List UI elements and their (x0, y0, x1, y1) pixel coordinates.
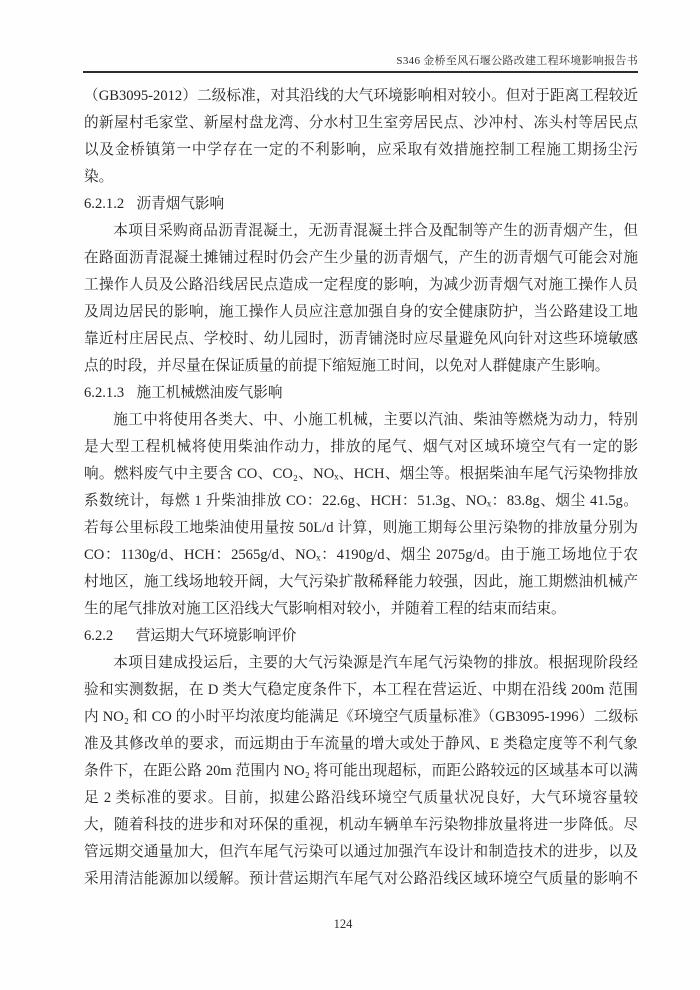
running-header-title: S346 金桥至风石堰公路改建工程环境影响报告书 (396, 55, 638, 67)
heading-number: 6.2.1.2 (84, 196, 125, 212)
text-line: 村地区，施工线场地较开阔，大气污染扩散稀释能力较强，因此，施工期燃油机械产 (84, 574, 638, 590)
text-line: 条件下，在距公路 20m 范围内 NO₂ 将可能出现超标，而距公路较远的区域基本可以满 (84, 763, 638, 779)
paragraph-asphalt-fume (84, 218, 638, 380)
text-line: 是大型工程机械将使用柴油作动力，排放的尾气、烟气对区域环境空气有一定的影 (84, 439, 638, 455)
text-line: 管远期交通量加大，但汽车尾气污染可以通过加强汽车设计和制造技术的进步，以及 (84, 844, 638, 860)
text-line: 点的时段，并尽量在保证质量的前提下缩短施工时间，以免对人群健康产生影响。 (84, 358, 610, 374)
text-line: CO：1130g/d、HCH：2565g/d、NOₓ：4190g/d、烟尘 2075g/d。由于施工场地位于农 (84, 547, 638, 563)
section-heading-6-2-1-3 (84, 380, 638, 407)
paragraph-machinery-exhaust (84, 407, 638, 623)
document-body (84, 83, 638, 893)
text-line: 内 NO₂ 和 CO 的小时平均浓度均能满足《环境空气质量标准》（GB3095-1996）二级标 (84, 709, 638, 725)
text-line: 以及金桥镇第一中学存在一定的不利影响，应采取有效措施控制工程施工期扬尘污 (84, 142, 638, 158)
text-line: 工操作人员及公路沿线居民点造成一定程度的影响，为减少沥青烟气对施工操作人员 (84, 277, 638, 293)
text-line: 足 2 类标准的要求。目前，拟建公路沿线环境空气质量状况良好，大气环境容量较 (84, 790, 638, 806)
page-number: 124 (333, 917, 353, 931)
header-divider (83, 71, 638, 73)
heading-title: 施工机械燃油废气影响 (136, 385, 283, 401)
text-line: 准及其修改单的要求，而远期由于车流量的增大或处于静风、E 类稳定度等不利气象 (84, 736, 638, 752)
section-heading-6-2-2 (84, 623, 638, 650)
heading-title: 沥青烟气影响 (136, 196, 225, 212)
text-line: 靠近村庄居民点、学校时、幼儿园时，沥青铺浇时应尽量避免风向针对这些环境敏感 (84, 331, 638, 347)
heading-title: 营运期大气环境影响评价 (135, 628, 297, 644)
heading-number: 6.2.1.3 (84, 385, 125, 401)
text-line: 及周边居民的影响，施工操作人员应注意加强自身的安全健康防护，当公路建设工地 (84, 304, 638, 320)
text-line: 的新屋村毛家堂、新屋村盘龙湾、分水村卫生室旁居民点、沙冲村、冻头村等居民点 (84, 115, 638, 131)
text-line: 若每公里标段工地柴油使用量按 50L/d 计算，则施工期每公里污染物的排放量分别为 (84, 520, 638, 536)
text-line: 系数统计，每燃 1 升柴油排放 CO：22.6g、HCH：51.3g、NOₓ：83.8g、烟尘 41.5g。 (84, 493, 638, 509)
paragraph-operation-air-quality (84, 650, 638, 893)
text-line: 本项目建成投运后，主要的大气污染源是汽车尾气污染物的排放。根据现阶段经 (113, 655, 638, 671)
paragraph-dust-impact (84, 83, 638, 191)
text-line: 大，随着科技的进步和对环保的重视，机动车辆单车污染物排放量将进一步降低。尽 (84, 817, 638, 833)
text-line: 染。 (84, 169, 114, 185)
text-line: 验和实测数据，在 D 类大气稳定度条件下，本工程在营运近、中期在沿线 200m 范围 (84, 682, 638, 698)
text-line: 采用清洁能源加以缓解。预计营运期汽车尾气对公路沿线区域环境空气质量的影响不 (84, 871, 638, 887)
section-heading-6-2-1-2 (84, 191, 638, 218)
text-line: 施工中将使用各类大、中、小施工机械，主要以汽油、柴油等燃烧为动力，特别 (113, 412, 638, 428)
text-line: 响。燃料废气中主要含 CO、CO₂、NOₓ、HCH、烟尘等。根据柴油车尾气污染物排放 (84, 466, 638, 482)
heading-number: 6.2.2 (84, 628, 114, 644)
text-line: （GB3095-2012）二级标准，对其沿线的大气环境影响相对较小。但对于距离工程较近 (84, 88, 638, 104)
text-line: 在路面沥青混凝土摊铺过程时仍会产生少量的沥青烟气，产生的沥青烟气可能会对施 (84, 250, 638, 266)
text-line: 生的尾气排放对施工区沿线大气影响相对较小，并随着工程的结束而结束。 (84, 601, 566, 617)
text-line: 本项目采购商品沥青混凝土，无沥青混凝土拌合及配制等产生的沥青烟产生，但 (113, 223, 638, 239)
